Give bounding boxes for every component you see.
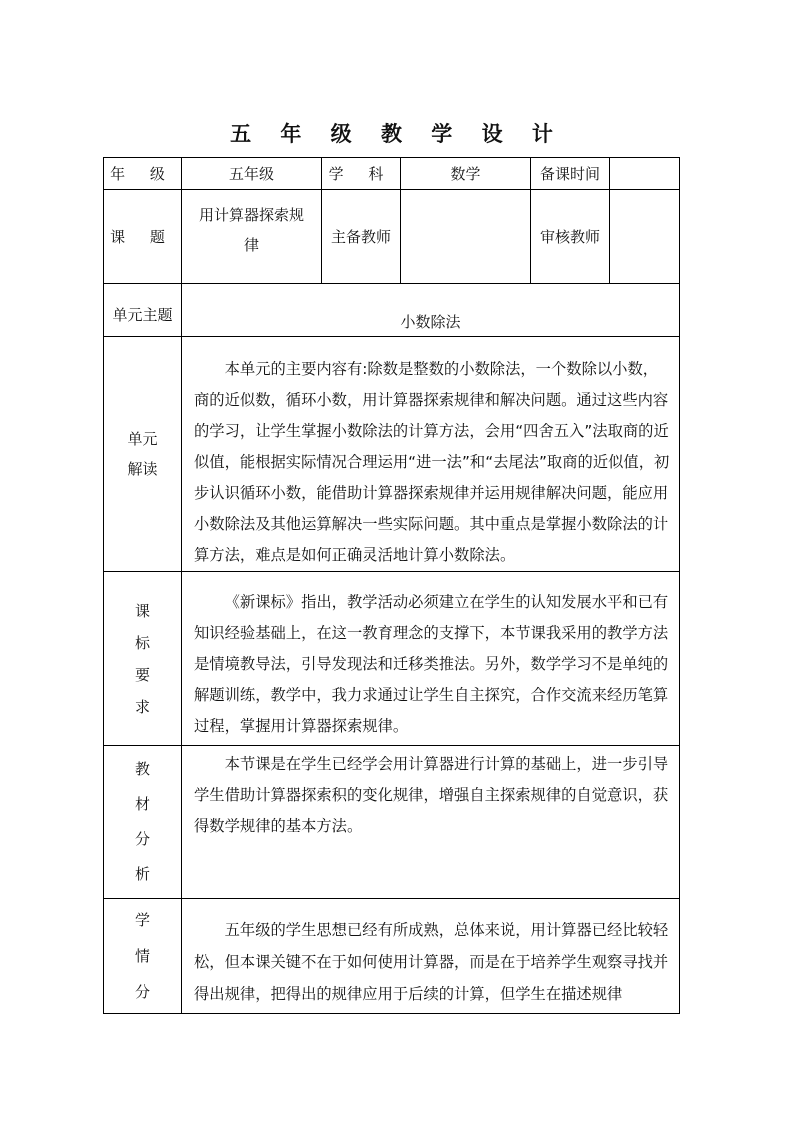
- topic-row: [104, 190, 680, 284]
- textbook-label-char: 材: [134, 795, 150, 813]
- reviewer-label: 审核教师: [531, 190, 610, 284]
- textbook-analysis-row: [104, 746, 680, 899]
- unit-reading-content: [182, 337, 680, 572]
- lesson-plan-table: [103, 157, 680, 1014]
- textbook-analysis-text: 本节课是在学生已经学会用计算器进行计算的基础上，进一步引导学生借助计算器探索积的变化规律，增强自主探索规律的自觉意识，获得数学规律的基本方法。: [194, 755, 669, 835]
- grade-value: 五年级: [182, 158, 322, 190]
- student-label-char: 分: [134, 983, 150, 1001]
- reviewer-value: [610, 190, 680, 284]
- curriculum-requirements-content: [182, 572, 680, 746]
- subject-label: 学 科: [322, 158, 401, 190]
- curriculum-label-char: 标: [134, 633, 150, 652]
- unit-reading-label: [104, 337, 182, 572]
- curriculum-requirements-text: 《新课标》指出，教学活动必须建立在学生的认知发展水平和已有知识经验基础上，在这一教育理念的支撑下，本节课我采用的教学方法是情境教导法，引导发现法和迁移类推法。另外，数学学习不是单纯的解题训练，教学中，我力求通过让学生自主探究，合作交流来经历笔算过程，掌握用计算器探索规律。: [194, 593, 669, 735]
- student-analysis-row: [104, 899, 680, 1014]
- unit-reading-label-line: 解读: [127, 460, 158, 478]
- header-row: [104, 158, 680, 190]
- student-label-char: 学: [134, 911, 150, 929]
- unit-theme-label: 单元主题: [104, 284, 182, 337]
- prep-time-label: 备课时间: [531, 158, 610, 190]
- grade-label: 年 级: [104, 158, 182, 190]
- subject-value: 数学: [401, 158, 531, 190]
- textbook-label-char: 析: [134, 865, 150, 883]
- unit-reading-label-line: 单元: [127, 430, 158, 448]
- curriculum-label-char: 课: [134, 601, 150, 620]
- student-analysis-text: 五年级的学生思想已经有所成熟，总体来说，用计算器已经比较轻松，但本课关键不在于如何使用计算器，而是在于培养学生观察寻找并得出规律，把得出的规律应用于后续的计算，但学生在描述规律: [194, 921, 669, 1003]
- lead-teacher-value: [401, 190, 531, 284]
- unit-reading-row: [104, 337, 680, 572]
- student-analysis-content: [182, 899, 680, 1014]
- topic-value: [182, 190, 322, 284]
- textbook-label-char: 教: [134, 760, 150, 778]
- curriculum-requirements-label: [104, 572, 182, 746]
- topic-value-line1: 用计算器探索规: [198, 206, 304, 224]
- curriculum-label-char: 求: [134, 697, 150, 716]
- lead-teacher-label: 主备教师: [322, 190, 401, 284]
- curriculum-requirements-row: [104, 572, 680, 746]
- topic-label: 课 题: [104, 190, 182, 284]
- student-analysis-label: [104, 899, 182, 1014]
- unit-theme-value: 小数除法: [182, 284, 680, 337]
- textbook-label-char: 分: [134, 830, 150, 848]
- textbook-analysis-content: [182, 746, 680, 899]
- unit-reading-text: 本单元的主要内容有:除数是整数的小数除法，一个数除以小数，商的近似数，循环小数，用计算器探索规律和解决问题。通过这些内容的学习，让学生掌握小数除法的计算方法，会用“四舍五入”法取商的近似值，能根据实际情况合理运用“进一法”和“去尾法”取商的近似值，初步认识循环小数，能借助计算器探索规律并运用规律解决问题，能应用小数除法及其他运算解决一些实际问题。其中重点是掌握小数除法的计算方法，难点是如何正确灵活地计算小数除法。: [194, 360, 670, 564]
- curriculum-label-char: 要: [134, 665, 150, 684]
- textbook-analysis-label: [104, 746, 182, 899]
- page-title: 五 年 级 教 学 设 计: [230, 121, 564, 146]
- topic-value-line2: 律: [243, 236, 259, 254]
- prep-time-value: [610, 158, 680, 190]
- unit-theme-row: [104, 284, 680, 337]
- student-label-char: 情: [134, 947, 150, 965]
